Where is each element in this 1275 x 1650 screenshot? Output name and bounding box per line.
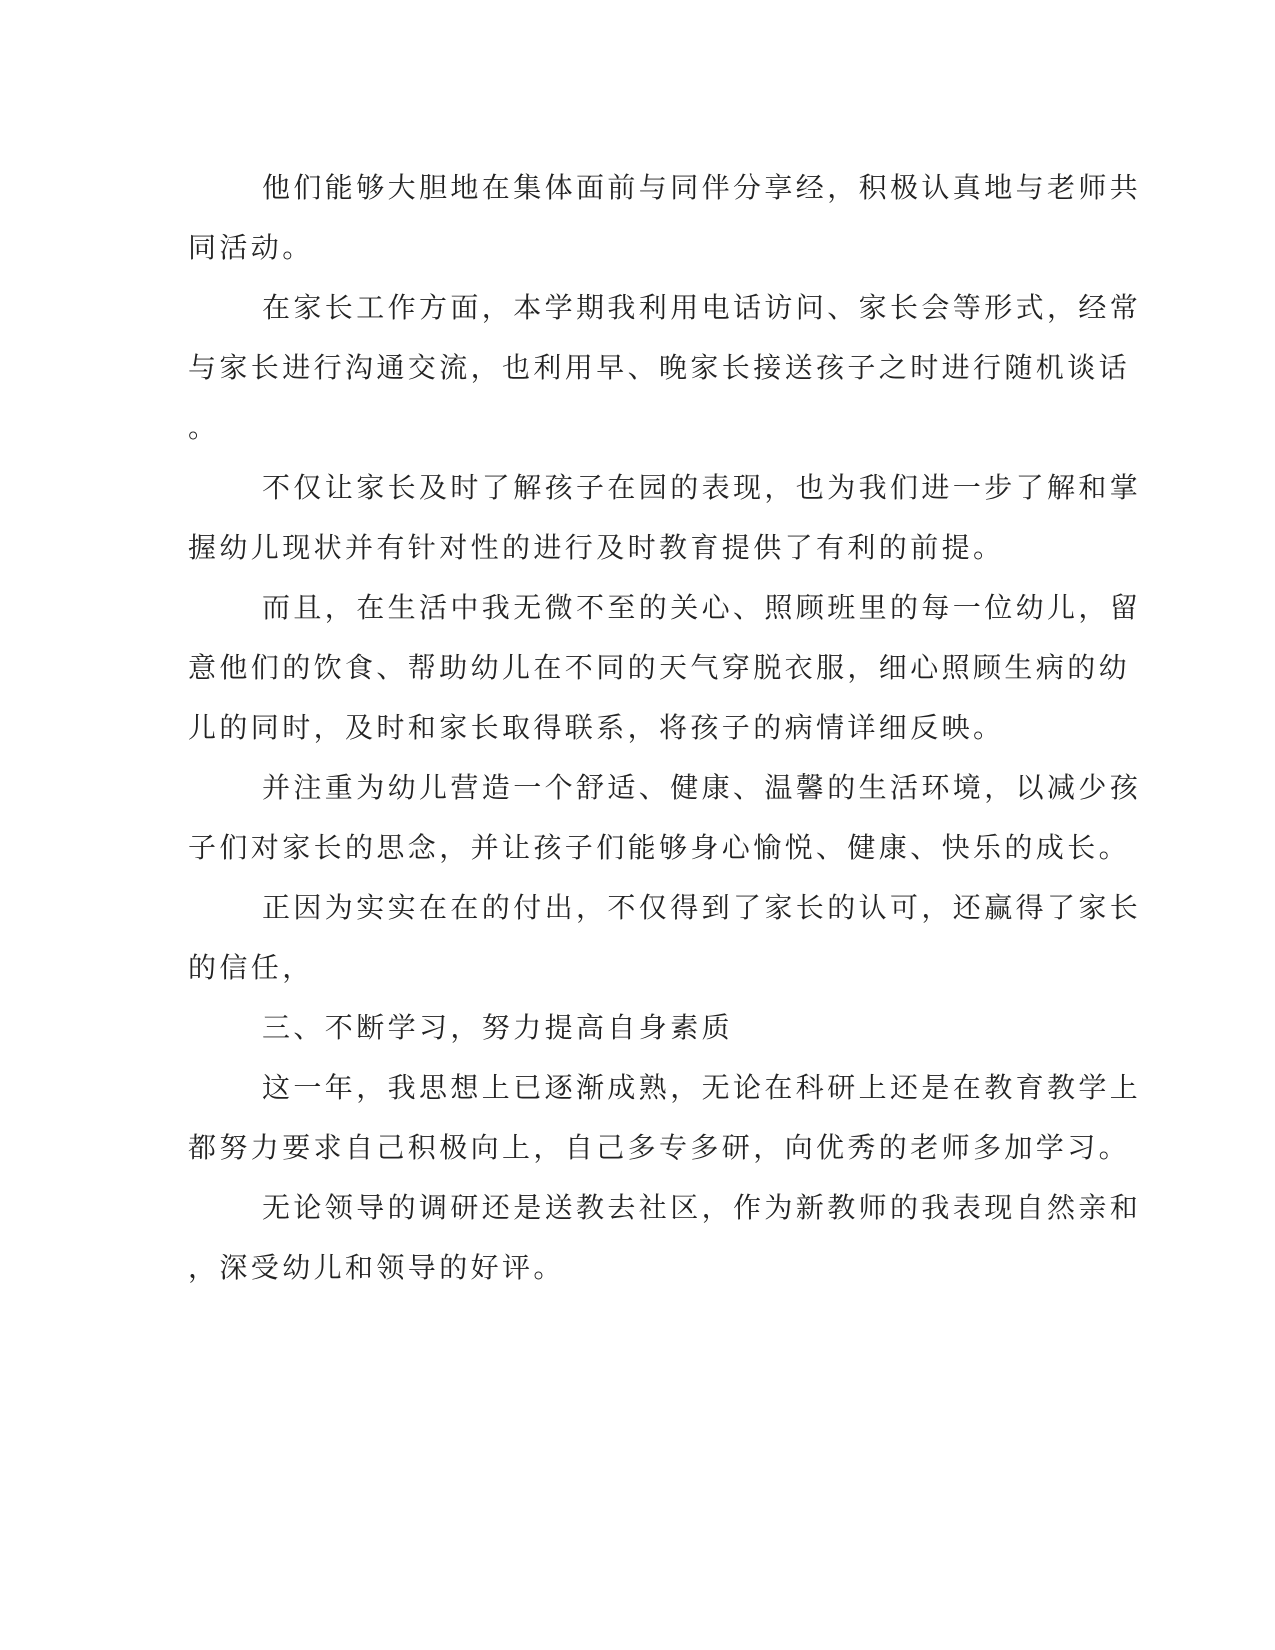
text-line: ，深受幼儿和领导的好评。 [188,1251,565,1284]
text-line: 他们能够大胆地在集体面前与同伴分享经，积极认真地与老师共 [262,171,1142,204]
text-line: 而且，在生活中我无微不至的关心、照顾班里的每一位幼儿，留 [262,591,1142,624]
text-line: 并注重为幼儿营造一个舒适、健康、温馨的生活环境，以减少孩 [262,771,1142,804]
text-line: 与家长进行沟通交流，也利用早、晚家长接送孩子之时进行随机谈话 [188,351,1131,384]
text-line: 在家长工作方面，本学期我利用电话访问、家长会等形式，经常 [262,291,1142,324]
text-line: 都努力要求自己积极向上，自己多专多研，向优秀的老师多加学习。 [188,1131,1131,1164]
text-line: 的信任， [188,951,314,984]
text-line: 不仅让家长及时了解孩子在园的表现，也为我们进一步了解和掌 [262,471,1142,504]
text-line: 意他们的饮食、帮助幼儿在不同的天气穿脱衣服，细心照顾生病的幼 [188,651,1131,684]
text-line: 正因为实实在在的付出，不仅得到了家长的认可，还赢得了家长 [262,891,1142,924]
text-line: 无论领导的调研还是送教去社区，作为新教师的我表现自然亲和 [262,1191,1142,1224]
text-line: 子们对家长的思念，并让孩子们能够身心愉悦、健康、快乐的成长。 [188,831,1131,864]
text-line: 儿的同时，及时和家长取得联系，将孩子的病情详细反映。 [188,711,1005,744]
text-line: 同活动。 [188,231,314,264]
section-heading: 三、不断学习，努力提高自身素质 [262,1011,734,1044]
text-line: 握幼儿现状并有针对性的进行及时教育提供了有利的前提。 [188,531,1005,564]
document-body [188,158,1142,1298]
text-line: 这一年，我思想上已逐渐成熟，无论在科研上还是在教育教学上 [262,1071,1142,1104]
text-line: 。 [188,411,220,444]
